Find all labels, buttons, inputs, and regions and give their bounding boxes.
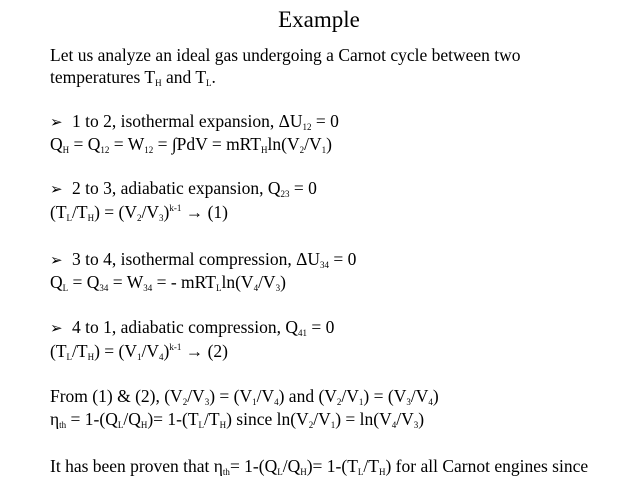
equation-fragment: /V	[410, 386, 429, 406]
equation-fragment: 34	[319, 260, 329, 270]
equation-fragment: 2 to 3, adiabatic expansion, Q	[72, 178, 281, 198]
equation-fragment: and T	[161, 67, 207, 87]
equation-fragment: 4	[391, 420, 397, 430]
equation-fragment: )= 1-(T	[306, 456, 358, 476]
equation-fragment: H	[300, 467, 307, 477]
equation-fragment: L	[206, 78, 212, 88]
equation-fragment: Let us analyze an ideal gas undergoing a Carnot cycle between two	[50, 45, 521, 65]
equation-fragment: = W	[109, 134, 145, 154]
efficiency-equation	[50, 408, 424, 430]
equation-fragment: → (2)	[181, 341, 228, 361]
equation-fragment: /V	[187, 386, 205, 406]
equation-fragment: H	[378, 467, 386, 477]
equation-fragment: /T	[363, 456, 379, 476]
equation-fragment: 2	[308, 420, 314, 430]
equation-fragment: Q	[50, 272, 63, 292]
equation-fragment: 41	[298, 328, 307, 338]
equation-fragment: 4	[253, 283, 259, 293]
equation-fragment: 1 to 2, isothermal expansion, ΔU	[72, 111, 303, 131]
equation-fragment: th	[59, 420, 67, 430]
equation-fragment: L	[277, 467, 283, 477]
equation-fragment: η	[50, 409, 60, 429]
intro-line-2	[50, 66, 216, 88]
equation-fragment: /V	[141, 202, 160, 222]
equation-fragment: /V	[313, 409, 331, 429]
equation-fragment: = 1-(Q	[229, 456, 278, 476]
equation-fragment: ) for all Carnot engines since	[385, 456, 589, 476]
equation-fragment: /V	[141, 341, 160, 361]
equation-fragment: k-1	[169, 342, 182, 352]
equation-fragment: (T	[50, 341, 67, 361]
equation-fragment: ln(V	[221, 272, 254, 292]
equation-fragment: /V	[258, 272, 276, 292]
equation-fragment: It has been proven that η	[50, 456, 223, 476]
equation-fragment: /V	[256, 386, 275, 406]
equation-fragment: k-1	[169, 203, 182, 213]
equation-fragment: From (1) & (2), (V	[50, 386, 183, 406]
equation-fragment: = 1-(Q	[66, 409, 118, 429]
arrow-bullet-icon: ➢	[50, 182, 63, 198]
equation-fragment: 2	[182, 397, 188, 407]
equation-fragment: 2	[336, 397, 342, 407]
equation-fragment: 4	[428, 397, 433, 407]
equation-fragment: )	[163, 202, 170, 222]
equation-fragment: )	[326, 134, 332, 154]
equation-fragment: ) = ln(V	[335, 409, 392, 429]
step-3-equation	[50, 271, 286, 293]
equation-fragment: /V	[341, 386, 359, 406]
proven-statement	[50, 455, 588, 477]
equation-fragment: Q	[50, 134, 63, 154]
equation-fragment: 34	[143, 283, 153, 293]
equation-fragment: )	[432, 386, 439, 406]
equation-fragment: L	[117, 420, 124, 430]
equation-fragment: H	[155, 78, 162, 88]
equation-fragment: = 0	[328, 249, 357, 269]
equation-fragment: H	[62, 145, 70, 155]
equation-fragment: /T	[72, 202, 88, 222]
equation-fragment: = Q	[69, 134, 101, 154]
equation-fragment: = Q	[68, 272, 100, 292]
equation-fragment: 1	[137, 352, 142, 362]
equation-fragment: temperatures T	[50, 67, 156, 87]
equation-fragment: 3 to 4, isothermal compression, ΔU	[72, 249, 320, 269]
equation-fragment: H	[140, 420, 148, 430]
equation-fragment: /T	[72, 341, 88, 361]
equation-fragment: 4	[274, 397, 279, 407]
equation-fragment: = W	[108, 272, 144, 292]
equation-fragment: ) and (V	[278, 386, 337, 406]
equation-fragment: ) = (V	[209, 386, 253, 406]
equation-fragment: .	[211, 67, 216, 87]
equation-fragment: L	[215, 283, 222, 293]
equation-fragment: ) = (V	[94, 202, 138, 222]
equation-fragment: 3	[275, 283, 281, 293]
equation-fragment: /V	[304, 134, 322, 154]
step-1-heading	[50, 110, 339, 134]
equation-fragment: 3	[413, 420, 419, 430]
equation-fragment: 1	[330, 420, 336, 430]
equation-fragment: )= 1-(T	[147, 409, 199, 429]
step-2-equation	[50, 201, 228, 223]
equation-fragment: th	[222, 467, 230, 477]
equation-fragment: 12	[144, 145, 154, 155]
equation-fragment: H	[87, 213, 95, 223]
equation-fragment: → (1)	[181, 202, 228, 222]
equation-fragment: 12	[100, 145, 110, 155]
slide-title: Example	[278, 7, 360, 32]
equation-fragment: /V	[396, 409, 414, 429]
equation-fragment: 4 to 1, adiabatic compression, Q	[72, 317, 298, 337]
arrow-bullet-icon: ➢	[50, 115, 63, 131]
step-4-equation	[50, 340, 228, 362]
equation-fragment: = 0	[307, 317, 335, 337]
equation-fragment: 2	[137, 213, 142, 223]
equation-fragment: L	[357, 467, 364, 477]
equation-fragment: 3	[406, 397, 411, 407]
step-2-heading	[50, 177, 317, 201]
intro-line-1	[50, 44, 521, 66]
equation-fragment: ln(V	[267, 134, 300, 154]
arrow-bullet-icon: ➢	[50, 253, 63, 269]
equation-fragment: 1	[252, 397, 257, 407]
equation-fragment: 3	[204, 397, 210, 407]
equation-fragment: L	[198, 420, 205, 430]
equation-fragment: ) since ln(V	[226, 409, 309, 429]
equation-fragment: (T	[50, 202, 67, 222]
equation-fragment: H	[87, 352, 95, 362]
equation-fragment: 2	[299, 145, 305, 155]
equation-fragment: ) = (V	[363, 386, 407, 406]
equation-fragment: /T	[204, 409, 220, 429]
step-1-equation	[50, 133, 332, 155]
equation-fragment: /Q	[282, 456, 301, 476]
equation-fragment: 34	[99, 283, 109, 293]
step-4-heading	[50, 316, 334, 340]
equation-fragment: /Q	[123, 409, 141, 429]
equation-fragment: = 0	[311, 111, 339, 131]
equation-fragment: = - mRT	[152, 272, 216, 292]
equation-fragment: 1	[321, 145, 327, 155]
from-statement	[50, 385, 439, 407]
equation-fragment: )	[418, 409, 425, 429]
equation-fragment: = ∫PdV = mRT	[153, 134, 261, 154]
equation-fragment: ) = (V	[94, 341, 138, 361]
equation-fragment: 1	[358, 397, 364, 407]
equation-fragment: 3	[159, 213, 164, 223]
equation-fragment: H	[219, 420, 227, 430]
equation-fragment: )	[280, 272, 286, 292]
equation-fragment: 4	[159, 352, 164, 362]
equation-fragment: = 0	[289, 178, 317, 198]
equation-fragment: L	[66, 213, 73, 223]
equation-fragment: L	[62, 283, 69, 293]
step-3-heading	[50, 248, 356, 272]
equation-fragment: 23	[280, 189, 290, 199]
equation-fragment: 12	[302, 122, 312, 132]
equation-fragment: L	[66, 352, 73, 362]
arrow-bullet-icon: ➢	[50, 321, 63, 337]
equation-fragment: )	[163, 341, 170, 361]
equation-fragment: H	[261, 145, 268, 155]
